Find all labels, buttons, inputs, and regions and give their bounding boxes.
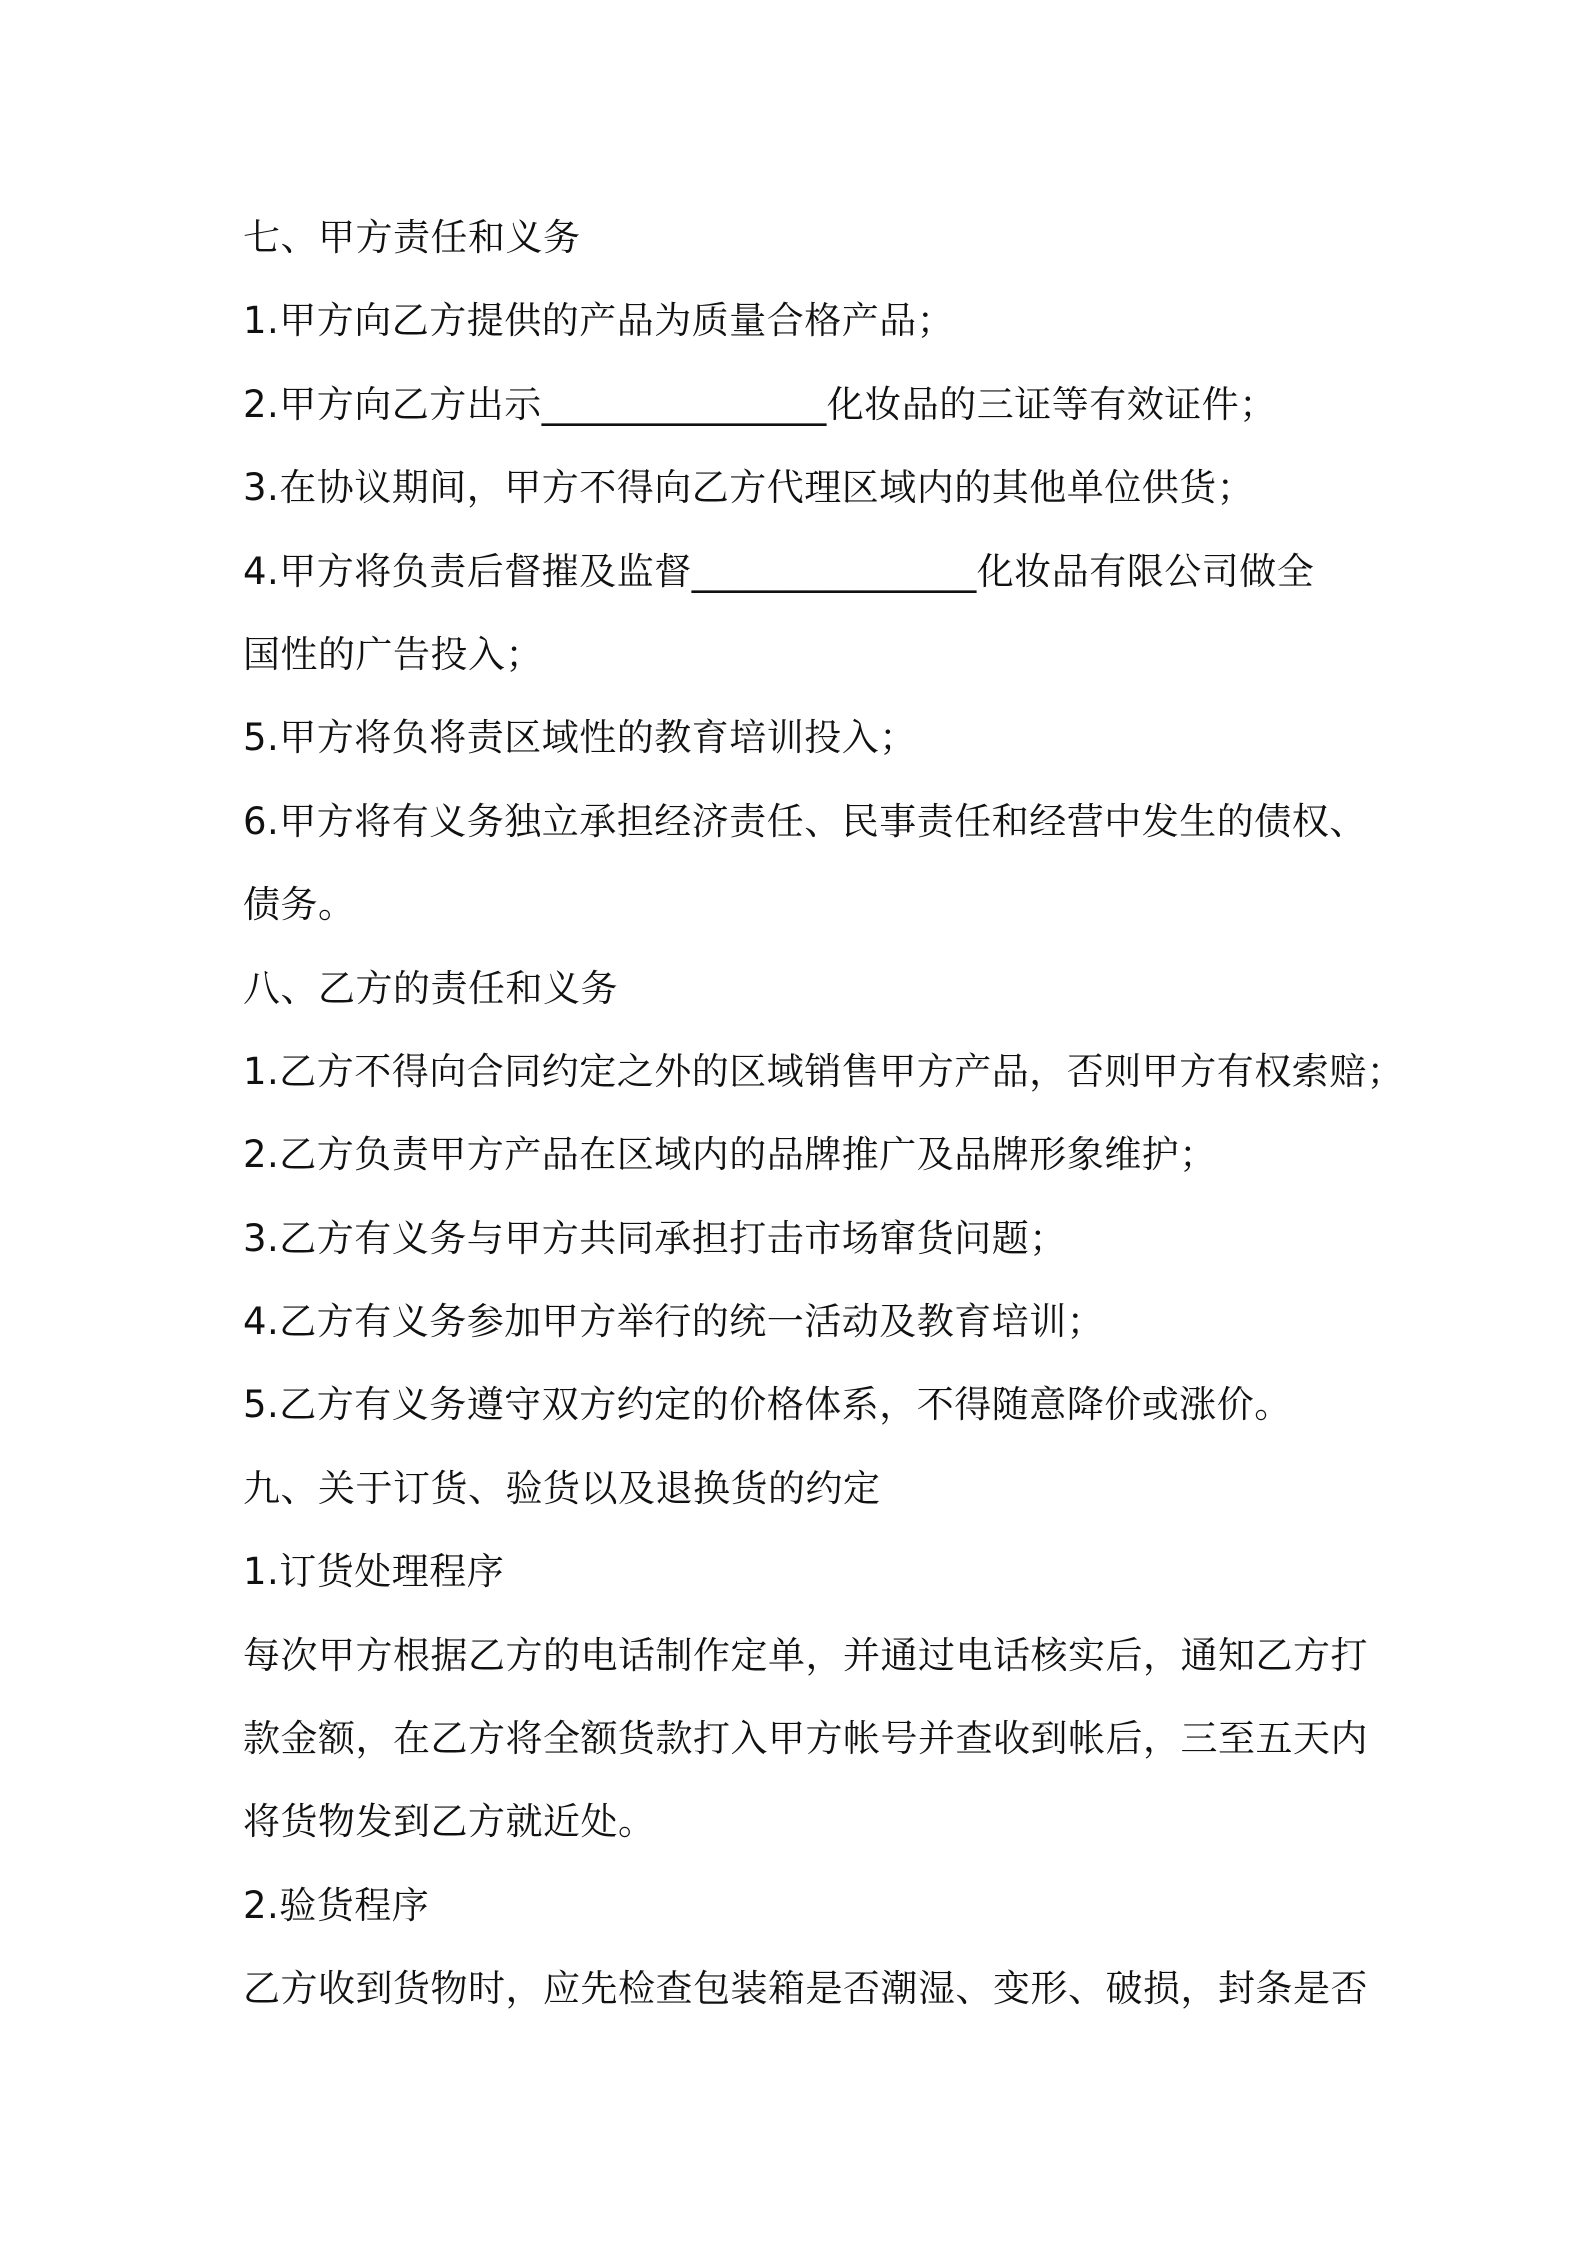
clause-7-3: 3.在协议期间，甲方不得向乙方代理区域内的其他单位供货； xyxy=(243,466,1255,510)
clause-7-6-cont: 债务。 xyxy=(243,883,356,927)
section-heading-9: 九、关于订货、验货以及退换货的约定 xyxy=(243,1466,881,1510)
section-heading-8: 八、乙方的责任和义务 xyxy=(243,966,618,1010)
clause-9-1-text: 每次甲方根据乙方的电话制作定单，并通过电话核实后，通知乙方打 xyxy=(243,1633,1368,1677)
clause-8-3: 3.乙方有义务与甲方共同承担打击市场窜货问题； xyxy=(243,1216,1067,1260)
clause-7-5: 5.甲方将负将责区域性的教育培训投入； xyxy=(243,716,917,760)
clause-9-1-text-cont: 将货物发到乙方就近处。 xyxy=(243,1800,656,1844)
clause-8-5: 5.乙方有义务遵守双方约定的价格体系，不得随意降价或涨价。 xyxy=(243,1383,1292,1427)
clause-7-1: 1.甲方向乙方提供的产品为质量合格产品； xyxy=(243,299,955,343)
clause-8-2: 2.乙方负责甲方产品在区域内的品牌推广及品牌形象维护； xyxy=(243,1133,1217,1177)
clause-9-1-title: 1.订货处理程序 xyxy=(243,1550,505,1594)
clause-7-6: 6.甲方将有义务独立承担经济责任、民事责任和经营中发生的债权、 xyxy=(243,799,1367,843)
clause-7-4-cont: 国性的广告投入； xyxy=(243,632,543,676)
clause-9-2-text: 乙方收到货物时，应先检查包装箱是否潮湿、变形、破损，封条是否 xyxy=(243,1967,1368,2011)
clause-7-2: 2.甲方向乙方出示_______________化妆品的三证等有效证件； xyxy=(243,382,1277,426)
document-body xyxy=(243,196,1405,2031)
clause-8-4: 4.乙方有义务参加甲方举行的统一活动及教育培训； xyxy=(243,1300,1105,1344)
section-heading-7: 七、甲方责任和义务 xyxy=(243,216,581,259)
clause-8-1: 1.乙方不得向合同约定之外的区域销售甲方产品，否则甲方有权索赔； xyxy=(243,1049,1405,1093)
clause-9-2-title: 2.验货程序 xyxy=(243,1883,430,1927)
clause-7-4: 4.甲方将负责后督摧及监督_______________化妆品有限公司做全 xyxy=(243,549,1315,593)
clause-9-1-text-cont: 款金额，在乙方将全额货款打入甲方帐号并查收到帐后，三至五天内 xyxy=(243,1717,1368,1761)
